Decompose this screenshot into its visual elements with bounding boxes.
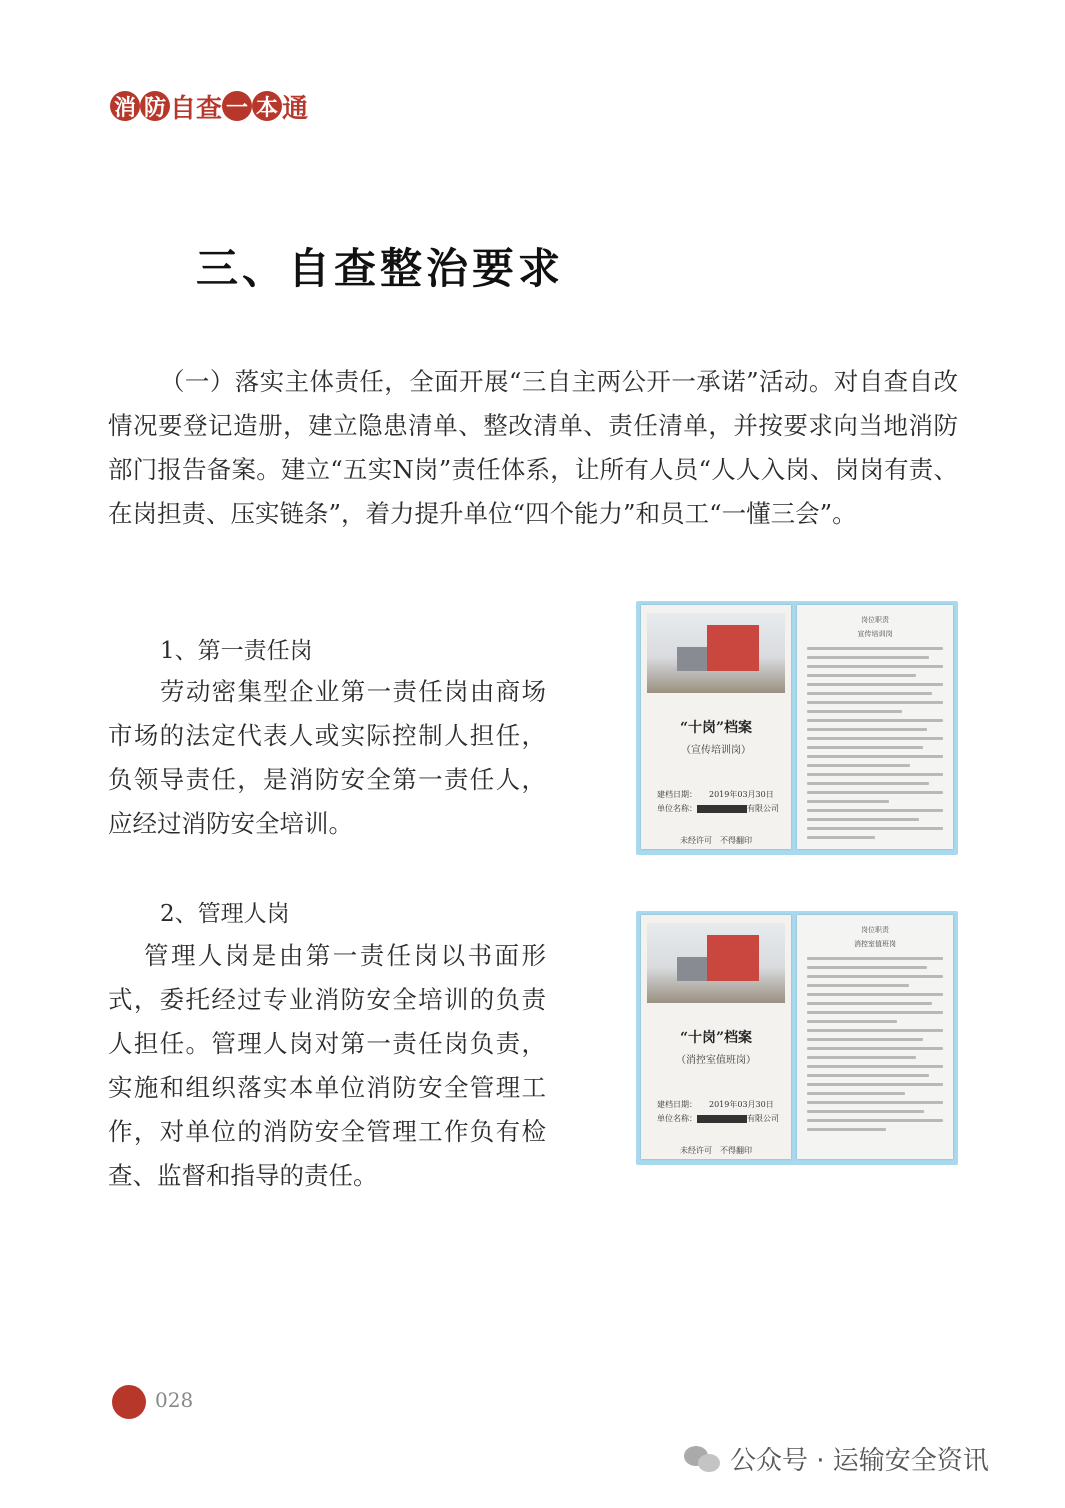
unit-suffix: 有限公司 <box>747 1114 779 1123</box>
unit-label: 单位名称： <box>657 1114 697 1123</box>
archive-footer: 未经许可 不得翻印 <box>680 836 752 845</box>
section-title: 三、自查整治要求 <box>196 244 565 293</box>
wechat-icon <box>684 1444 722 1474</box>
redaction-bar <box>697 1115 747 1123</box>
subsection-body-1: 劳动密集型企业第一责任岗由商场市场的法定代表人或实际控制人担任，负领导责任，是消防安全第一责任人，应经过消防安全培训。 <box>108 677 546 838</box>
logo-char: 通 <box>282 93 309 124</box>
archive-title: “十岗”档案 <box>679 720 753 736</box>
duty-subheader: 消控室值班岗 <box>854 940 896 948</box>
logo-char: 消 <box>110 91 140 121</box>
archive-cover-page <box>641 915 791 1159</box>
building-image <box>647 613 785 693</box>
watermark <box>684 1440 989 1477</box>
archive-cover-page <box>641 605 791 849</box>
archive-title: “十岗”档案 <box>679 1030 753 1046</box>
logo-char: 查 <box>196 93 223 124</box>
logo-char: 本 <box>252 91 282 121</box>
archive-subtitle: （消控室值班岗） <box>676 1055 756 1066</box>
logo-char: 防 <box>140 91 170 121</box>
duty-text-lines <box>807 641 943 845</box>
duty-header: 岗位职责 <box>861 616 889 624</box>
archive-date: 建档日期： 2019年03月30日 <box>657 1100 774 1109</box>
header-logo <box>110 86 308 126</box>
watermark-text: 公众号 · 运输安全资讯 <box>730 1446 989 1476</box>
duty-header: 岗位职责 <box>861 926 889 934</box>
building-image <box>647 923 785 1003</box>
logo-char: 一 <box>222 91 252 121</box>
redaction-bar <box>697 805 747 813</box>
archive-footer: 未经许可 不得翻印 <box>680 1146 752 1155</box>
duty-page <box>797 915 953 1159</box>
archive-unit <box>657 803 779 814</box>
archive-unit <box>657 1113 779 1124</box>
archive-photo-1 <box>636 601 958 855</box>
unit-suffix: 有限公司 <box>747 804 779 813</box>
duty-page <box>797 605 953 849</box>
archive-photo-2 <box>636 911 958 1165</box>
page-number: 028 <box>155 1388 194 1412</box>
duty-subheader: 宣传培训岗 <box>857 630 893 638</box>
unit-label: 单位名称： <box>657 804 697 813</box>
page-number-dot <box>112 1385 146 1419</box>
duty-text-lines <box>807 951 943 1137</box>
archive-date: 建档日期： 2019年03月30日 <box>657 790 774 799</box>
subsection-body-2: 管理人岗是由第一责任岗以书面形式，委托经过专业消防安全培训的负责人担任。管理人岗对第一责任岗负责，实施和组织落实本单位消防安全管理工作，对单位的消防安全管理工作负有检查、监督和指导的责任。 <box>108 941 546 1190</box>
paragraph-main: （一）落实主体责任，全面开展“三自主两公开一承诺”活动。对自查自改情况要登记造册，建立隐患清单、整改清单、责任清单，并按要求向当地消防部门报告备案。建立“五实N岗”责任体系，让所有人员“人人入岗、岗岗有责、在岗担责、压实链条”，着力提升单位“四个能力”和员工“一懂三会”。 <box>108 367 958 528</box>
subsection-heading-1: 1、第一责任岗 <box>160 638 313 664</box>
logo-char: 自 <box>170 93 197 124</box>
archive-subtitle: （宣传培训岗） <box>681 745 751 756</box>
subsection-heading-2: 2、管理人岗 <box>160 901 290 927</box>
